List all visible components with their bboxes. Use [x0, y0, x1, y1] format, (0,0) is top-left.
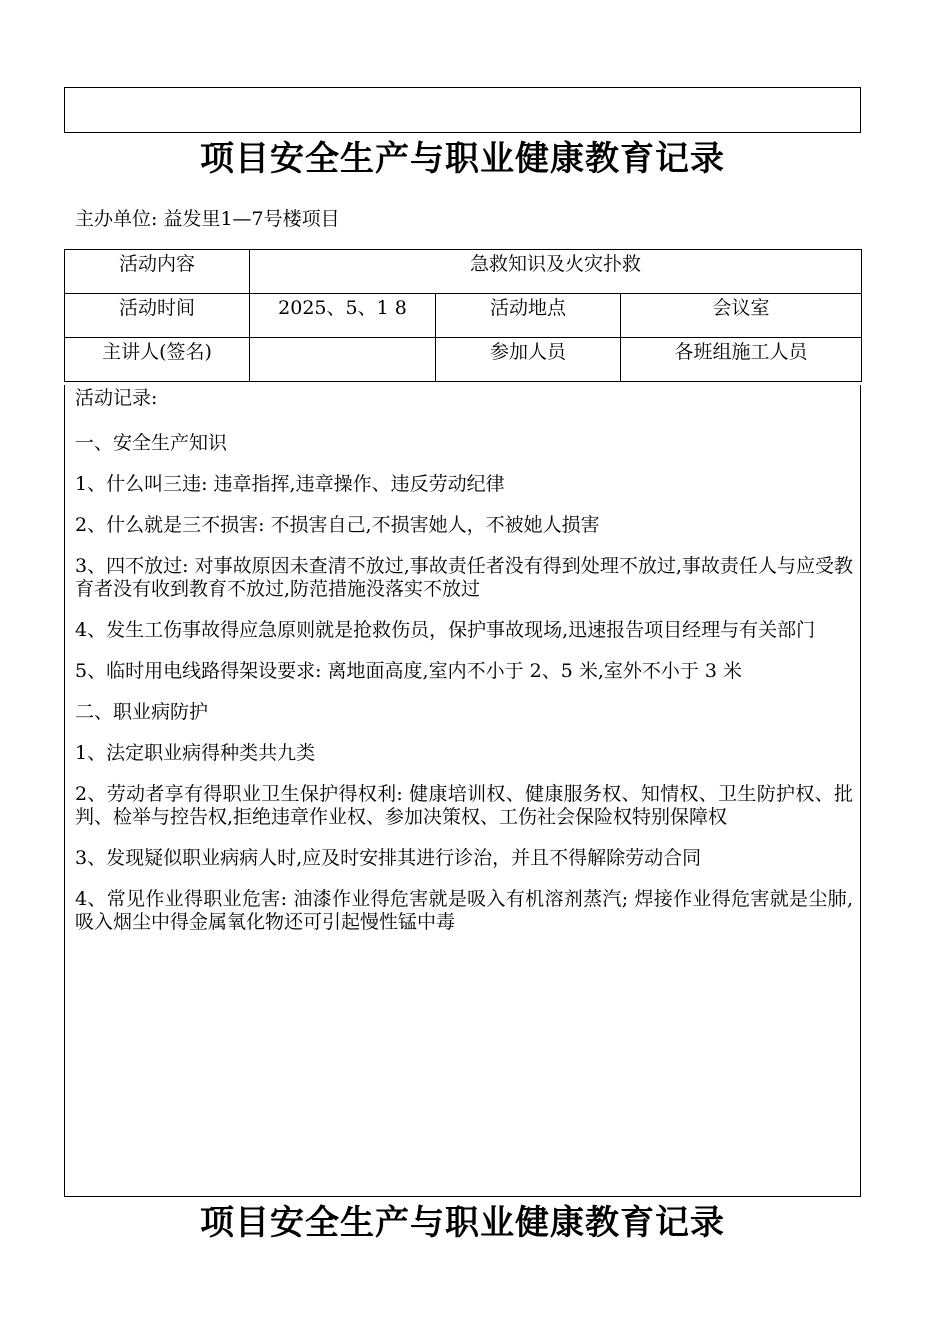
safety-item: 3、四不放过: 对事故原因未查清不放过,事故责任者没有得到处理不放过,事故责任人与应受教育者没有收到教育不放过,防范措施没落实不放过 [75, 555, 853, 600]
occupational-item: 2、劳动者享有得职业卫生保护得权利: 健康培训权、健康服务权、知情权、卫生防护权、批判、检举与控告权,拒绝违章作业权、参加决策权、工伤社会保险权特别保障权 [75, 783, 853, 828]
time-value-cell: 2025、5、1 8 [250, 294, 436, 338]
safety-item: 1、什么叫三违: 违章指挥,违章操作、违反劳动纪律 [75, 473, 505, 495]
activity-record-content [75, 387, 853, 952]
place-label-cell: 活动地点 [436, 294, 621, 338]
section-heading-safety: 一、安全生产知识 [75, 432, 228, 454]
organizer-line: 主办单位: 益发里1—7号楼项目 [75, 208, 340, 230]
safety-item: 5、临时用电线路得架设要求: 离地面高度,室内不小于 2、5 米,室外不小于 3 米 [75, 660, 743, 682]
table-row-speaker [65, 338, 862, 382]
next-page-title: 项目安全生产与职业健康教育记录 [200, 1203, 725, 1243]
time-label-cell: 活动时间 [65, 294, 250, 338]
activity-info-table [64, 249, 862, 382]
safety-item: 2、什么就是三不损害: 不损害自己,不损害她人，不被她人损害 [75, 514, 600, 536]
activity-record-box [64, 385, 861, 1197]
safety-item: 4、发生工伤事故得应急原则就是抢救伤员，保护事故现场,迅速报告项目经理与有关部门 [75, 619, 816, 641]
table-row-content [65, 250, 862, 294]
record-label: 活动记录: [75, 387, 158, 409]
header-empty-box [64, 87, 861, 133]
place-value-cell: 会议室 [621, 294, 862, 338]
section-heading-occupational: 二、职业病防护 [75, 701, 209, 723]
table-row-time [65, 294, 862, 338]
content-label-cell: 活动内容 [65, 250, 250, 294]
speaker-signature-cell [250, 338, 436, 382]
occupational-item: 4、常见作业得职业危害: 油漆作业得危害就是吸入有机溶剂蒸汽; 焊接作业得危害就是尘肺,吸入烟尘中得金属氧化物还可引起慢性锰中毒 [75, 888, 853, 933]
attendees-value-cell: 各班组施工人员 [621, 338, 862, 382]
speaker-label-cell: 主讲人(签名) [65, 338, 250, 382]
attendees-label-cell: 参加人员 [436, 338, 621, 382]
document-title: 项目安全生产与职业健康教育记录 [200, 139, 725, 179]
content-value-cell: 急救知识及火灾扑救 [250, 250, 862, 294]
occupational-item: 1、法定职业病得种类共九类 [75, 742, 316, 764]
occupational-item: 3、发现疑似职业病病人时,应及时安排其进行诊治，并且不得解除劳动合同 [75, 847, 702, 869]
